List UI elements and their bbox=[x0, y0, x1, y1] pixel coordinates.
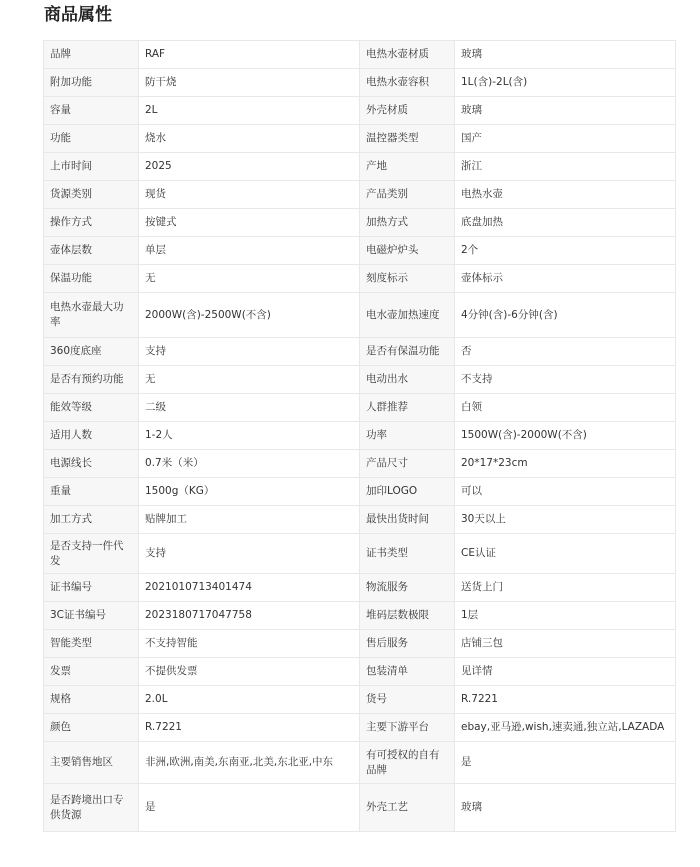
attr-name: 电动出水 bbox=[360, 366, 455, 394]
attr-value: 店铺三包 bbox=[455, 630, 676, 658]
attr-value: 不支持 bbox=[455, 366, 676, 394]
attr-name: 电源线长 bbox=[44, 450, 139, 478]
table-row bbox=[44, 478, 676, 506]
attr-value: 见详情 bbox=[455, 658, 676, 686]
attr-name: 保温功能 bbox=[44, 265, 139, 293]
attributes-table-body bbox=[44, 41, 676, 832]
attr-name: 货号 bbox=[360, 686, 455, 714]
attr-name: 功能 bbox=[44, 125, 139, 153]
attr-value: 是 bbox=[455, 742, 676, 784]
table-row bbox=[44, 506, 676, 534]
attr-name: 容量 bbox=[44, 97, 139, 125]
attr-name: 是否跨境出口专供货源 bbox=[44, 784, 139, 832]
attr-value: 0.7米（米） bbox=[139, 450, 360, 478]
attr-name: 电水壶加热速度 bbox=[360, 293, 455, 338]
attr-value: 现货 bbox=[139, 181, 360, 209]
attr-name: 刻度标示 bbox=[360, 265, 455, 293]
attr-value: CE认证 bbox=[455, 534, 676, 574]
attr-value: 防干烧 bbox=[139, 69, 360, 97]
attr-name: 3C证书编号 bbox=[44, 602, 139, 630]
attr-value: 底盘加热 bbox=[455, 209, 676, 237]
attr-value: 玻璃 bbox=[455, 784, 676, 832]
attr-value: 不提供发票 bbox=[139, 658, 360, 686]
attr-value: ebay,亚马逊,wish,速卖通,独立站,LAZADA bbox=[455, 714, 676, 742]
attr-value: 不支持智能 bbox=[139, 630, 360, 658]
attr-name: 售后服务 bbox=[360, 630, 455, 658]
attr-value: R.7221 bbox=[455, 686, 676, 714]
attr-name: 是否有保温功能 bbox=[360, 338, 455, 366]
attr-name: 附加功能 bbox=[44, 69, 139, 97]
attr-name: 证书编号 bbox=[44, 574, 139, 602]
attr-value: 30天以上 bbox=[455, 506, 676, 534]
attr-value: 2021010713401474 bbox=[139, 574, 360, 602]
attr-name: 外壳材质 bbox=[360, 97, 455, 125]
attr-value: 支持 bbox=[139, 338, 360, 366]
table-row bbox=[44, 394, 676, 422]
attr-name: 是否有预约功能 bbox=[44, 366, 139, 394]
table-row bbox=[44, 97, 676, 125]
attr-value: 烧水 bbox=[139, 125, 360, 153]
attr-name: 电热水壶最大功率 bbox=[44, 293, 139, 338]
attr-name: 颜色 bbox=[44, 714, 139, 742]
attr-value: 否 bbox=[455, 338, 676, 366]
attr-value: 送货上门 bbox=[455, 574, 676, 602]
attr-name: 产地 bbox=[360, 153, 455, 181]
table-row bbox=[44, 41, 676, 69]
table-row bbox=[44, 686, 676, 714]
attr-value: 二级 bbox=[139, 394, 360, 422]
attr-name: 加热方式 bbox=[360, 209, 455, 237]
attr-value: 20*17*23cm bbox=[455, 450, 676, 478]
attr-name: 操作方式 bbox=[44, 209, 139, 237]
attr-name: 上市时间 bbox=[44, 153, 139, 181]
attr-name: 电热水壶容积 bbox=[360, 69, 455, 97]
table-row bbox=[44, 574, 676, 602]
attr-name: 重量 bbox=[44, 478, 139, 506]
attr-value: 是 bbox=[139, 784, 360, 832]
attr-name: 品牌 bbox=[44, 41, 139, 69]
table-row bbox=[44, 265, 676, 293]
attr-name: 有可授权的自有品牌 bbox=[360, 742, 455, 784]
attr-name: 物流服务 bbox=[360, 574, 455, 602]
table-row bbox=[44, 602, 676, 630]
attr-value: 1500W(含)-2000W(不含) bbox=[455, 422, 676, 450]
attr-name: 包装清单 bbox=[360, 658, 455, 686]
attr-value: 浙江 bbox=[455, 153, 676, 181]
attr-value: 国产 bbox=[455, 125, 676, 153]
attr-value: 支持 bbox=[139, 534, 360, 574]
attr-value: 玻璃 bbox=[455, 97, 676, 125]
attr-value: 1L(含)-2L(含) bbox=[455, 69, 676, 97]
attr-value: 4分钟(含)-6分钟(含) bbox=[455, 293, 676, 338]
table-row bbox=[44, 784, 676, 832]
table-row bbox=[44, 630, 676, 658]
attr-name: 产品尺寸 bbox=[360, 450, 455, 478]
attr-name: 外壳工艺 bbox=[360, 784, 455, 832]
table-row bbox=[44, 181, 676, 209]
attr-name: 发票 bbox=[44, 658, 139, 686]
attr-name: 堆码层数极限 bbox=[360, 602, 455, 630]
attr-value: 2000W(含)-2500W(不含) bbox=[139, 293, 360, 338]
attr-name: 产品类别 bbox=[360, 181, 455, 209]
attr-value: 白领 bbox=[455, 394, 676, 422]
attr-name: 加印LOGO bbox=[360, 478, 455, 506]
attr-name: 360度底座 bbox=[44, 338, 139, 366]
attr-value: 2.0L bbox=[139, 686, 360, 714]
table-row bbox=[44, 366, 676, 394]
table-row bbox=[44, 338, 676, 366]
table-row bbox=[44, 422, 676, 450]
attr-value: 按键式 bbox=[139, 209, 360, 237]
attr-value: 电热水壶 bbox=[455, 181, 676, 209]
attr-value: R.7221 bbox=[139, 714, 360, 742]
attr-value: 2023180717047758 bbox=[139, 602, 360, 630]
attr-name: 人群推荐 bbox=[360, 394, 455, 422]
attr-value: 非洲,欧洲,南美,东南亚,北美,东北亚,中东 bbox=[139, 742, 360, 784]
attributes-table bbox=[43, 40, 676, 832]
attr-value: 单层 bbox=[139, 237, 360, 265]
section-title: 商品属性 bbox=[44, 5, 112, 25]
attr-name: 加工方式 bbox=[44, 506, 139, 534]
attr-name: 智能类型 bbox=[44, 630, 139, 658]
attr-value: 贴牌加工 bbox=[139, 506, 360, 534]
attr-name: 货源类别 bbox=[44, 181, 139, 209]
attr-name: 电热水壶材质 bbox=[360, 41, 455, 69]
attr-name: 电磁炉炉头 bbox=[360, 237, 455, 265]
attr-value: 1-2人 bbox=[139, 422, 360, 450]
attr-name: 是否支持一件代发 bbox=[44, 534, 139, 574]
attr-name: 功率 bbox=[360, 422, 455, 450]
table-row bbox=[44, 69, 676, 97]
table-row bbox=[44, 125, 676, 153]
attr-name: 壶体层数 bbox=[44, 237, 139, 265]
attr-value: 壶体标示 bbox=[455, 265, 676, 293]
attr-value: 无 bbox=[139, 265, 360, 293]
attr-name: 主要销售地区 bbox=[44, 742, 139, 784]
attr-value: 1层 bbox=[455, 602, 676, 630]
attr-name: 温控器类型 bbox=[360, 125, 455, 153]
table-row bbox=[44, 450, 676, 478]
table-row bbox=[44, 293, 676, 338]
attr-value: 2L bbox=[139, 97, 360, 125]
attr-name: 最快出货时间 bbox=[360, 506, 455, 534]
table-row bbox=[44, 153, 676, 181]
table-row bbox=[44, 534, 676, 574]
attr-value: RAF bbox=[139, 41, 360, 69]
table-row bbox=[44, 658, 676, 686]
attr-value: 1500g（KG） bbox=[139, 478, 360, 506]
attr-value: 可以 bbox=[455, 478, 676, 506]
attr-name: 适用人数 bbox=[44, 422, 139, 450]
attr-name: 主要下游平台 bbox=[360, 714, 455, 742]
attr-value: 2025 bbox=[139, 153, 360, 181]
attr-value: 无 bbox=[139, 366, 360, 394]
table-row bbox=[44, 742, 676, 784]
table-row bbox=[44, 714, 676, 742]
attr-name: 规格 bbox=[44, 686, 139, 714]
attr-name: 证书类型 bbox=[360, 534, 455, 574]
attr-name: 能效等级 bbox=[44, 394, 139, 422]
table-row bbox=[44, 237, 676, 265]
attr-value: 玻璃 bbox=[455, 41, 676, 69]
table-row bbox=[44, 209, 676, 237]
attr-value: 2个 bbox=[455, 237, 676, 265]
